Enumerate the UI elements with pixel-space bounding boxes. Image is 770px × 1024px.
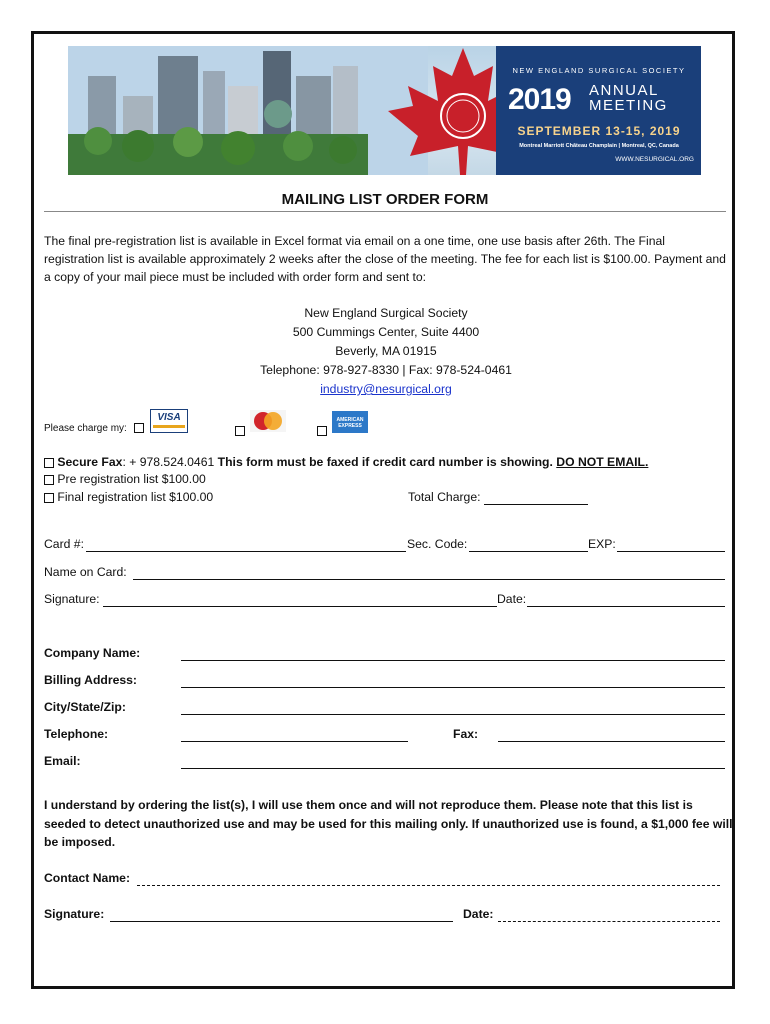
- banner-year: 2019: [508, 83, 571, 116]
- title-divider: [44, 211, 726, 212]
- intro-paragraph: The final pre-registration list is available in Excel format via email on a one time, one use basis after 26th. The Final registration list is available approximately 2 weeks after the close of the meeting. The fee for each list is $100.00. Payment and a copy of your mail piece must be included with order form and sent to:: [44, 234, 726, 284]
- total-charge-field[interactable]: [484, 504, 588, 505]
- address-org: New England Surgical Society: [304, 306, 468, 320]
- mailing-address: [44, 304, 728, 399]
- banner-annual: ANNUAL: [589, 82, 659, 99]
- meeting-banner-image: [68, 46, 701, 175]
- visa-icon: [150, 409, 188, 433]
- secure-fax-note: This form must be faxed if credit card number is showing.: [217, 455, 553, 469]
- usage-notice: I understand by ordering the list(s), I will use them once and will not reproduce them. Please note that this list is seeded to detect unauthorized use and may be used for this mailing only. If unauthorized use is found, a $1,000 fee will be imposed.: [44, 798, 733, 849]
- banner-dates: SEPTEMBER 13-15, 2019: [517, 124, 681, 138]
- exp-field[interactable]: [617, 551, 725, 552]
- billing-address-label: Billing Address:: [44, 673, 137, 687]
- card-number-label: Card #:: [44, 537, 84, 551]
- banner-org-name: NEW ENGLAND SURGICAL SOCIETY: [512, 66, 686, 75]
- visa-checkbox[interactable]: [134, 423, 144, 433]
- banner-venue: Montreal Marriott Château Champlain | Montreal, QC, Canada: [519, 143, 679, 149]
- secure-fax-row: [44, 455, 648, 469]
- signature-label: Signature:: [44, 592, 100, 606]
- contact-name-label: Contact Name:: [44, 871, 131, 885]
- company-name-field[interactable]: [181, 660, 725, 661]
- contact-date-field[interactable]: [498, 921, 720, 922]
- banner-website: WWW.NESURGICAL.ORG: [615, 156, 694, 163]
- sec-code-field[interactable]: [469, 551, 588, 552]
- mastercard-icon: [250, 410, 286, 432]
- form-title: MAILING LIST ORDER FORM: [281, 191, 489, 208]
- amex-checkbox[interactable]: [317, 426, 327, 436]
- secure-fax-checkbox[interactable]: [44, 458, 54, 468]
- pre-reg-row: [44, 472, 206, 486]
- fax-label: Fax:: [453, 727, 479, 741]
- banner-meeting: MEETING: [589, 97, 668, 114]
- fax-field[interactable]: [498, 741, 725, 742]
- sec-code-label: Sec. Code:: [407, 537, 468, 551]
- address-city: Beverly, MA 01915: [335, 344, 437, 358]
- email-field[interactable]: [181, 768, 725, 769]
- visa-icon-label: VISA: [153, 413, 185, 423]
- pre-reg-checkbox[interactable]: [44, 475, 54, 485]
- signature-field[interactable]: [103, 606, 497, 607]
- pre-reg-label: Pre registration list $100.00: [57, 472, 206, 486]
- exp-label: EXP:: [588, 537, 616, 551]
- final-reg-checkbox[interactable]: [44, 493, 54, 503]
- secure-fax-number: : + 978.524.0461: [122, 455, 215, 469]
- charge-label: [44, 423, 144, 434]
- city-state-zip-label: City/State/Zip:: [44, 700, 126, 714]
- contact-name-field[interactable]: [137, 885, 720, 886]
- telephone-label: Telephone:: [44, 727, 109, 741]
- email-label: Email:: [44, 754, 81, 768]
- address-phone: Telephone: 978-927-8330 | Fax: 978-524-0461: [260, 363, 512, 377]
- date-field[interactable]: [527, 606, 725, 607]
- telephone-field[interactable]: [181, 741, 408, 742]
- mastercard-checkbox[interactable]: [235, 426, 245, 436]
- amex-icon: [332, 411, 368, 433]
- email-link[interactable]: industry@nesurgical.org: [320, 382, 452, 396]
- city-state-zip-field[interactable]: [181, 714, 725, 715]
- card-number-field[interactable]: [86, 551, 406, 552]
- amex-icon-label: AMERICAN EXPRESS: [336, 417, 364, 429]
- billing-address-field[interactable]: [181, 687, 725, 688]
- address-street: 500 Cummings Center, Suite 4400: [292, 325, 480, 339]
- do-not-email-warning: DO NOT EMAIL.: [556, 455, 649, 469]
- name-on-card-label: Name on Card:: [44, 565, 127, 579]
- contact-signature-label: Signature:: [44, 907, 105, 921]
- final-reg-row: [44, 490, 213, 504]
- contact-date-label: Date:: [463, 907, 494, 921]
- final-reg-label: Final registration list $100.00: [57, 490, 214, 504]
- company-name-label: Company Name:: [44, 646, 141, 660]
- date-label: Date:: [497, 592, 527, 606]
- contact-signature-field[interactable]: [110, 921, 453, 922]
- banner-annual-meeting: [589, 83, 668, 113]
- name-on-card-field[interactable]: [133, 579, 725, 580]
- secure-fax-label: Secure Fax: [57, 455, 123, 469]
- charge-label-text: Please charge my:: [44, 423, 127, 434]
- total-charge-label: Total Charge:: [408, 490, 481, 504]
